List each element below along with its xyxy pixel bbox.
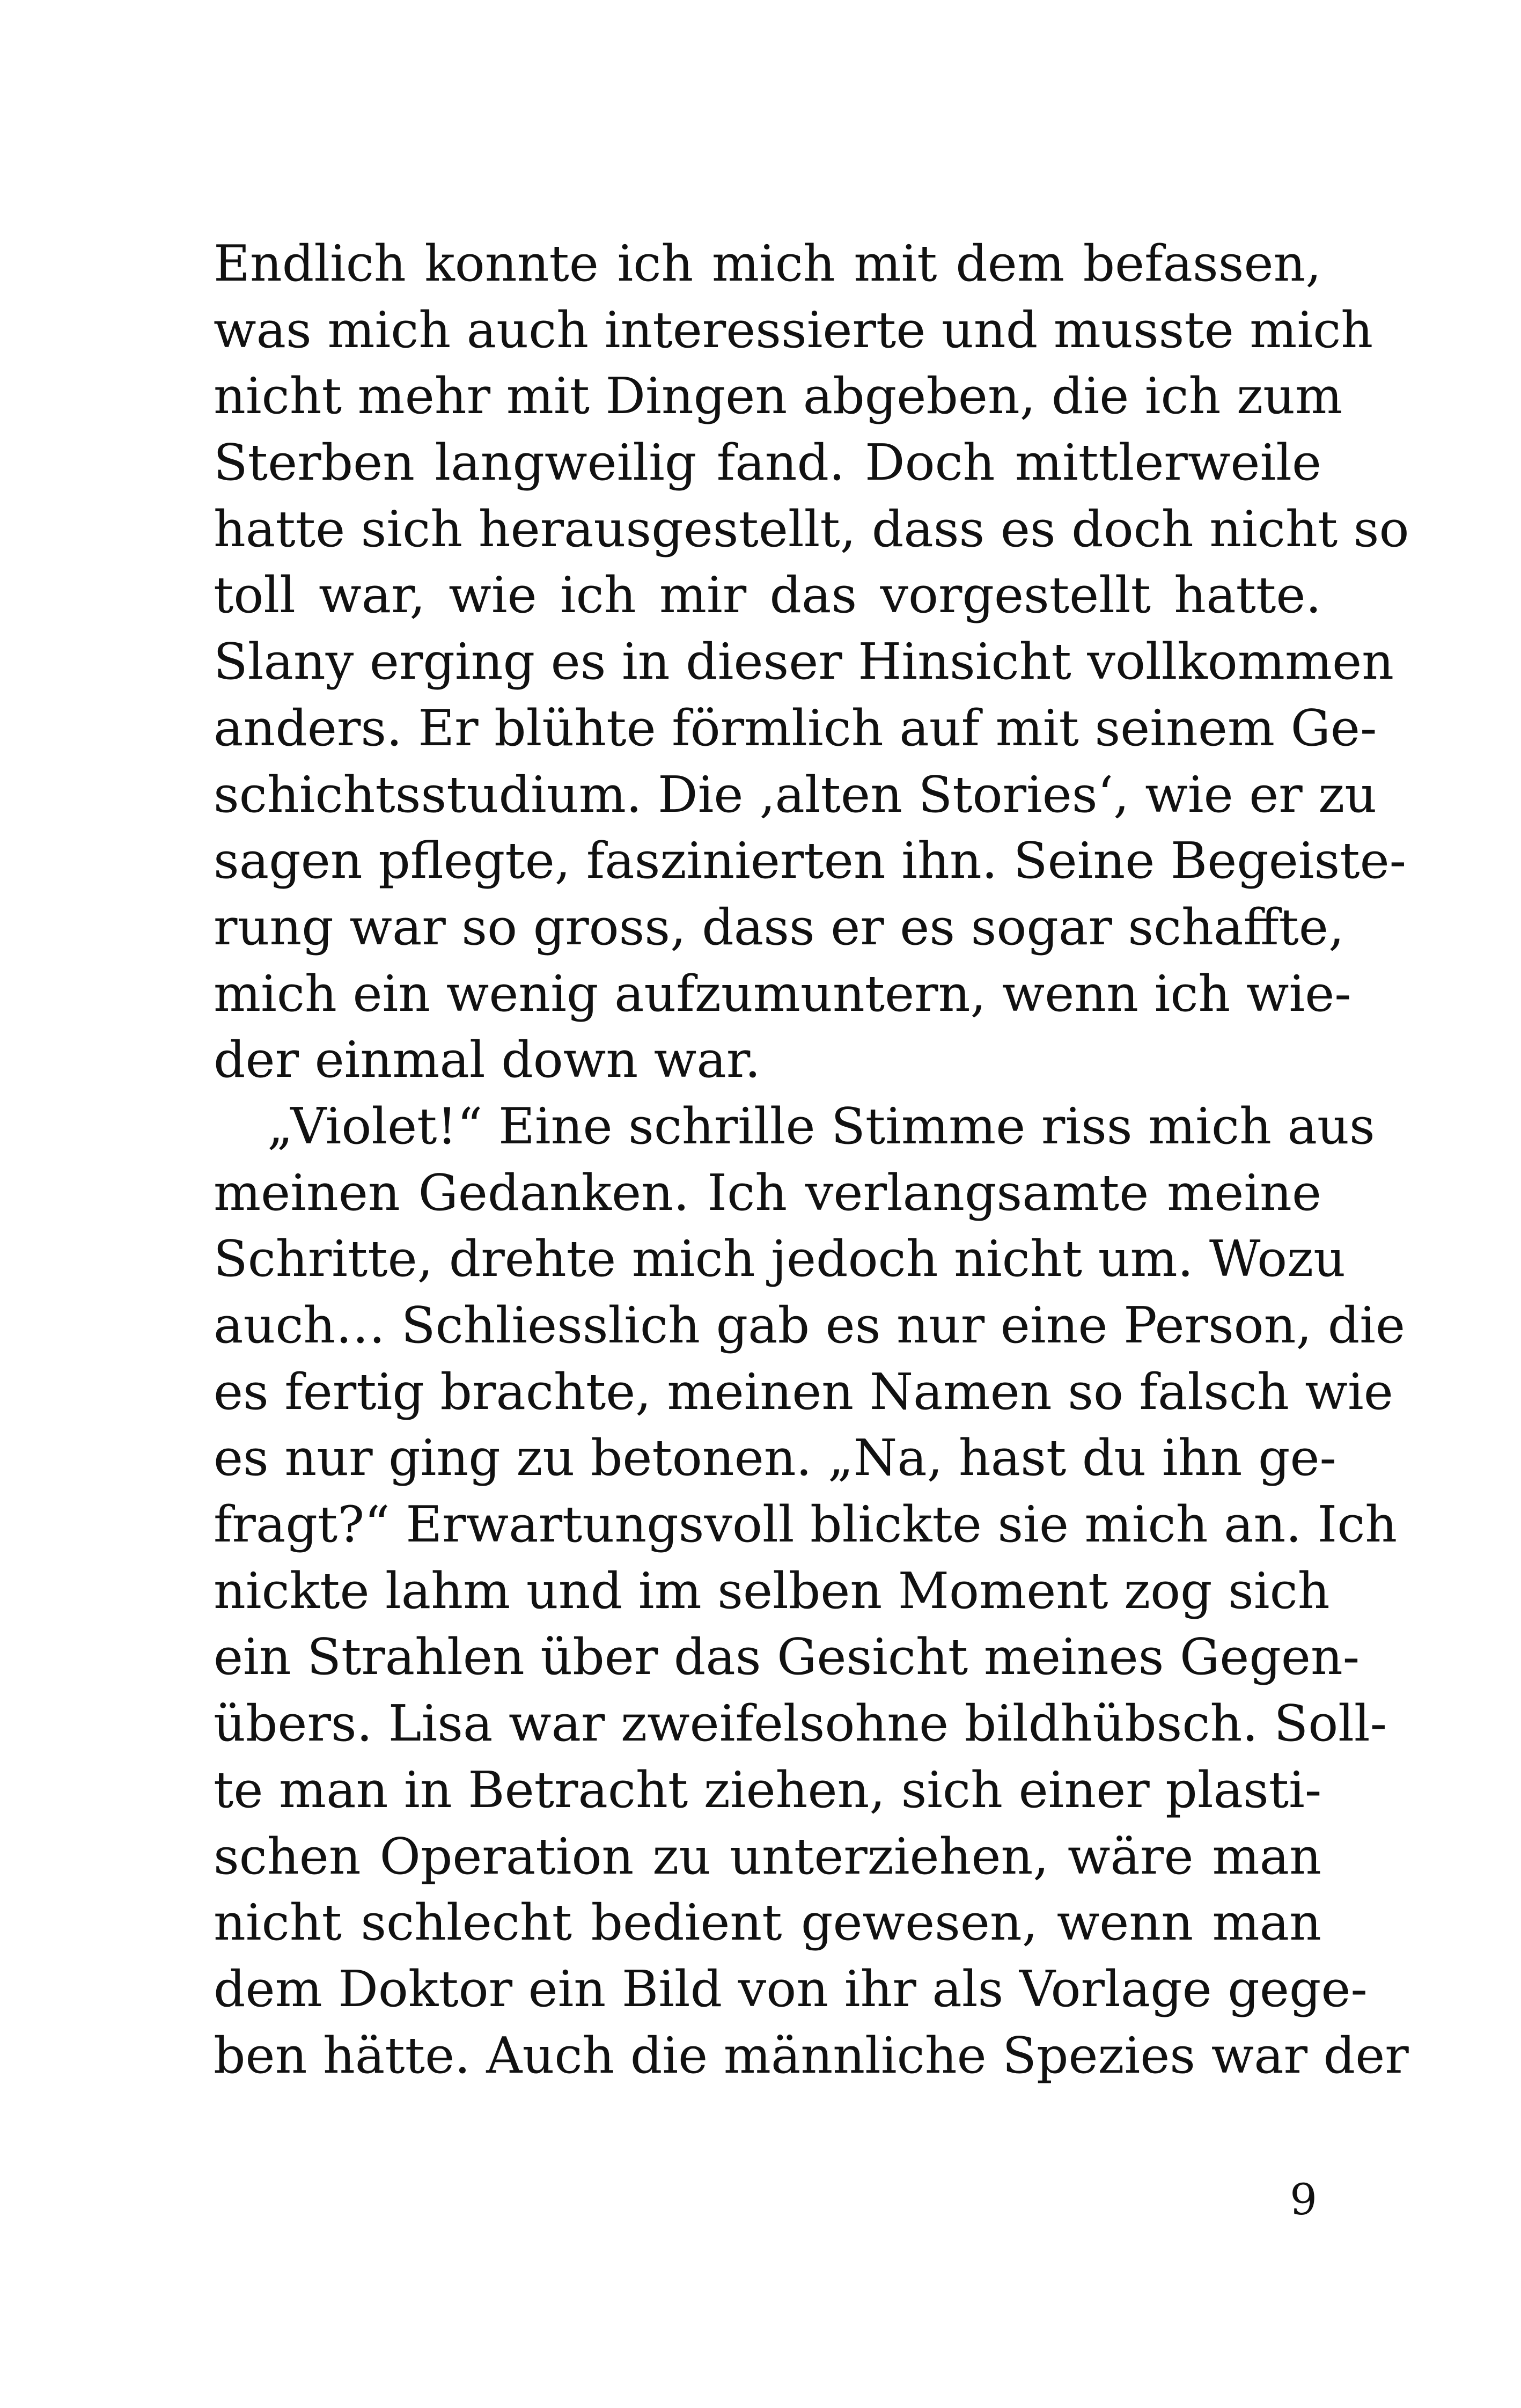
text-line: der einmal down war.	[214, 1031, 761, 1089]
body-text	[214, 231, 1409, 2089]
text-line: Schritte, drehte mich jedoch nicht um. Wozu	[214, 1230, 1346, 1288]
text-line: nicht mehr mit Dingen abgeben, die ich zum	[214, 367, 1343, 425]
text-line: nicht schlecht bedient gewesen, wenn man	[214, 1893, 1321, 1952]
text-line: rung war so gross, dass er es sogar schaffte,	[214, 898, 1344, 956]
text-line: Slany erging es in dieser Hinsicht vollkommen	[214, 633, 1394, 691]
text-line: meinen Gedanken. Ich verlangsamte meine	[214, 1163, 1321, 1222]
text-line: ben hätte. Auch die männliche Spezies war der	[214, 2026, 1409, 2084]
text-line: dem Doktor ein Bild von ihr als Vorlage gege-	[214, 1959, 1368, 2018]
text-line: anders. Er blühte förmlich auf mit seinem Ge-	[214, 699, 1377, 757]
text-line: schen Operation zu unterziehen, wäre man	[214, 1827, 1321, 1885]
text-line: was mich auch interessierte und musste mich	[214, 300, 1373, 359]
text-line: toll war, wie ich mir das vorgestellt hatte.	[214, 566, 1321, 625]
text-line: es nur ging zu betonen. „Na, hast du ihn ge-	[214, 1429, 1336, 1487]
text-line: „Violet!“ Eine schrille Stimme riss mich aus	[267, 1097, 1375, 1155]
text-line: mich ein wenig aufzumuntern, wenn ich wie-	[214, 964, 1351, 1023]
text-line: Sterben langweilig fand. Doch mittlerweile	[214, 434, 1321, 492]
text-line: hatte sich herausgestellt, dass es doch nicht so	[214, 500, 1409, 558]
text-line: Endlich konnte ich mich mit dem befassen,	[214, 234, 1321, 292]
text-line: auch… Schliesslich gab es nur eine Person, die	[214, 1296, 1406, 1354]
text-line: schichtsstudium. Die ‚alten Stories‘, wie er zu	[214, 765, 1377, 824]
page-number: 9	[1290, 2175, 1317, 2225]
text-line: es fertig brachte, meinen Namen so falsch wie	[214, 1362, 1393, 1421]
text-line: te man in Betracht ziehen, sich einer plasti-	[214, 1760, 1322, 1819]
text-line: fragt?“ Erwartungsvoll blickte sie mich an. Ich	[214, 1495, 1398, 1554]
text-line: nickte lahm und im selben Moment zog sich	[214, 1561, 1330, 1620]
text-line: ein Strahlen über das Gesicht meines Gegen-	[214, 1628, 1360, 1686]
text-line: sagen pflegte, faszinierten ihn. Seine Begeiste-	[214, 832, 1407, 890]
text-line: übers. Lisa war zweifelsohne bildhübsch. Soll-	[214, 1694, 1387, 1753]
